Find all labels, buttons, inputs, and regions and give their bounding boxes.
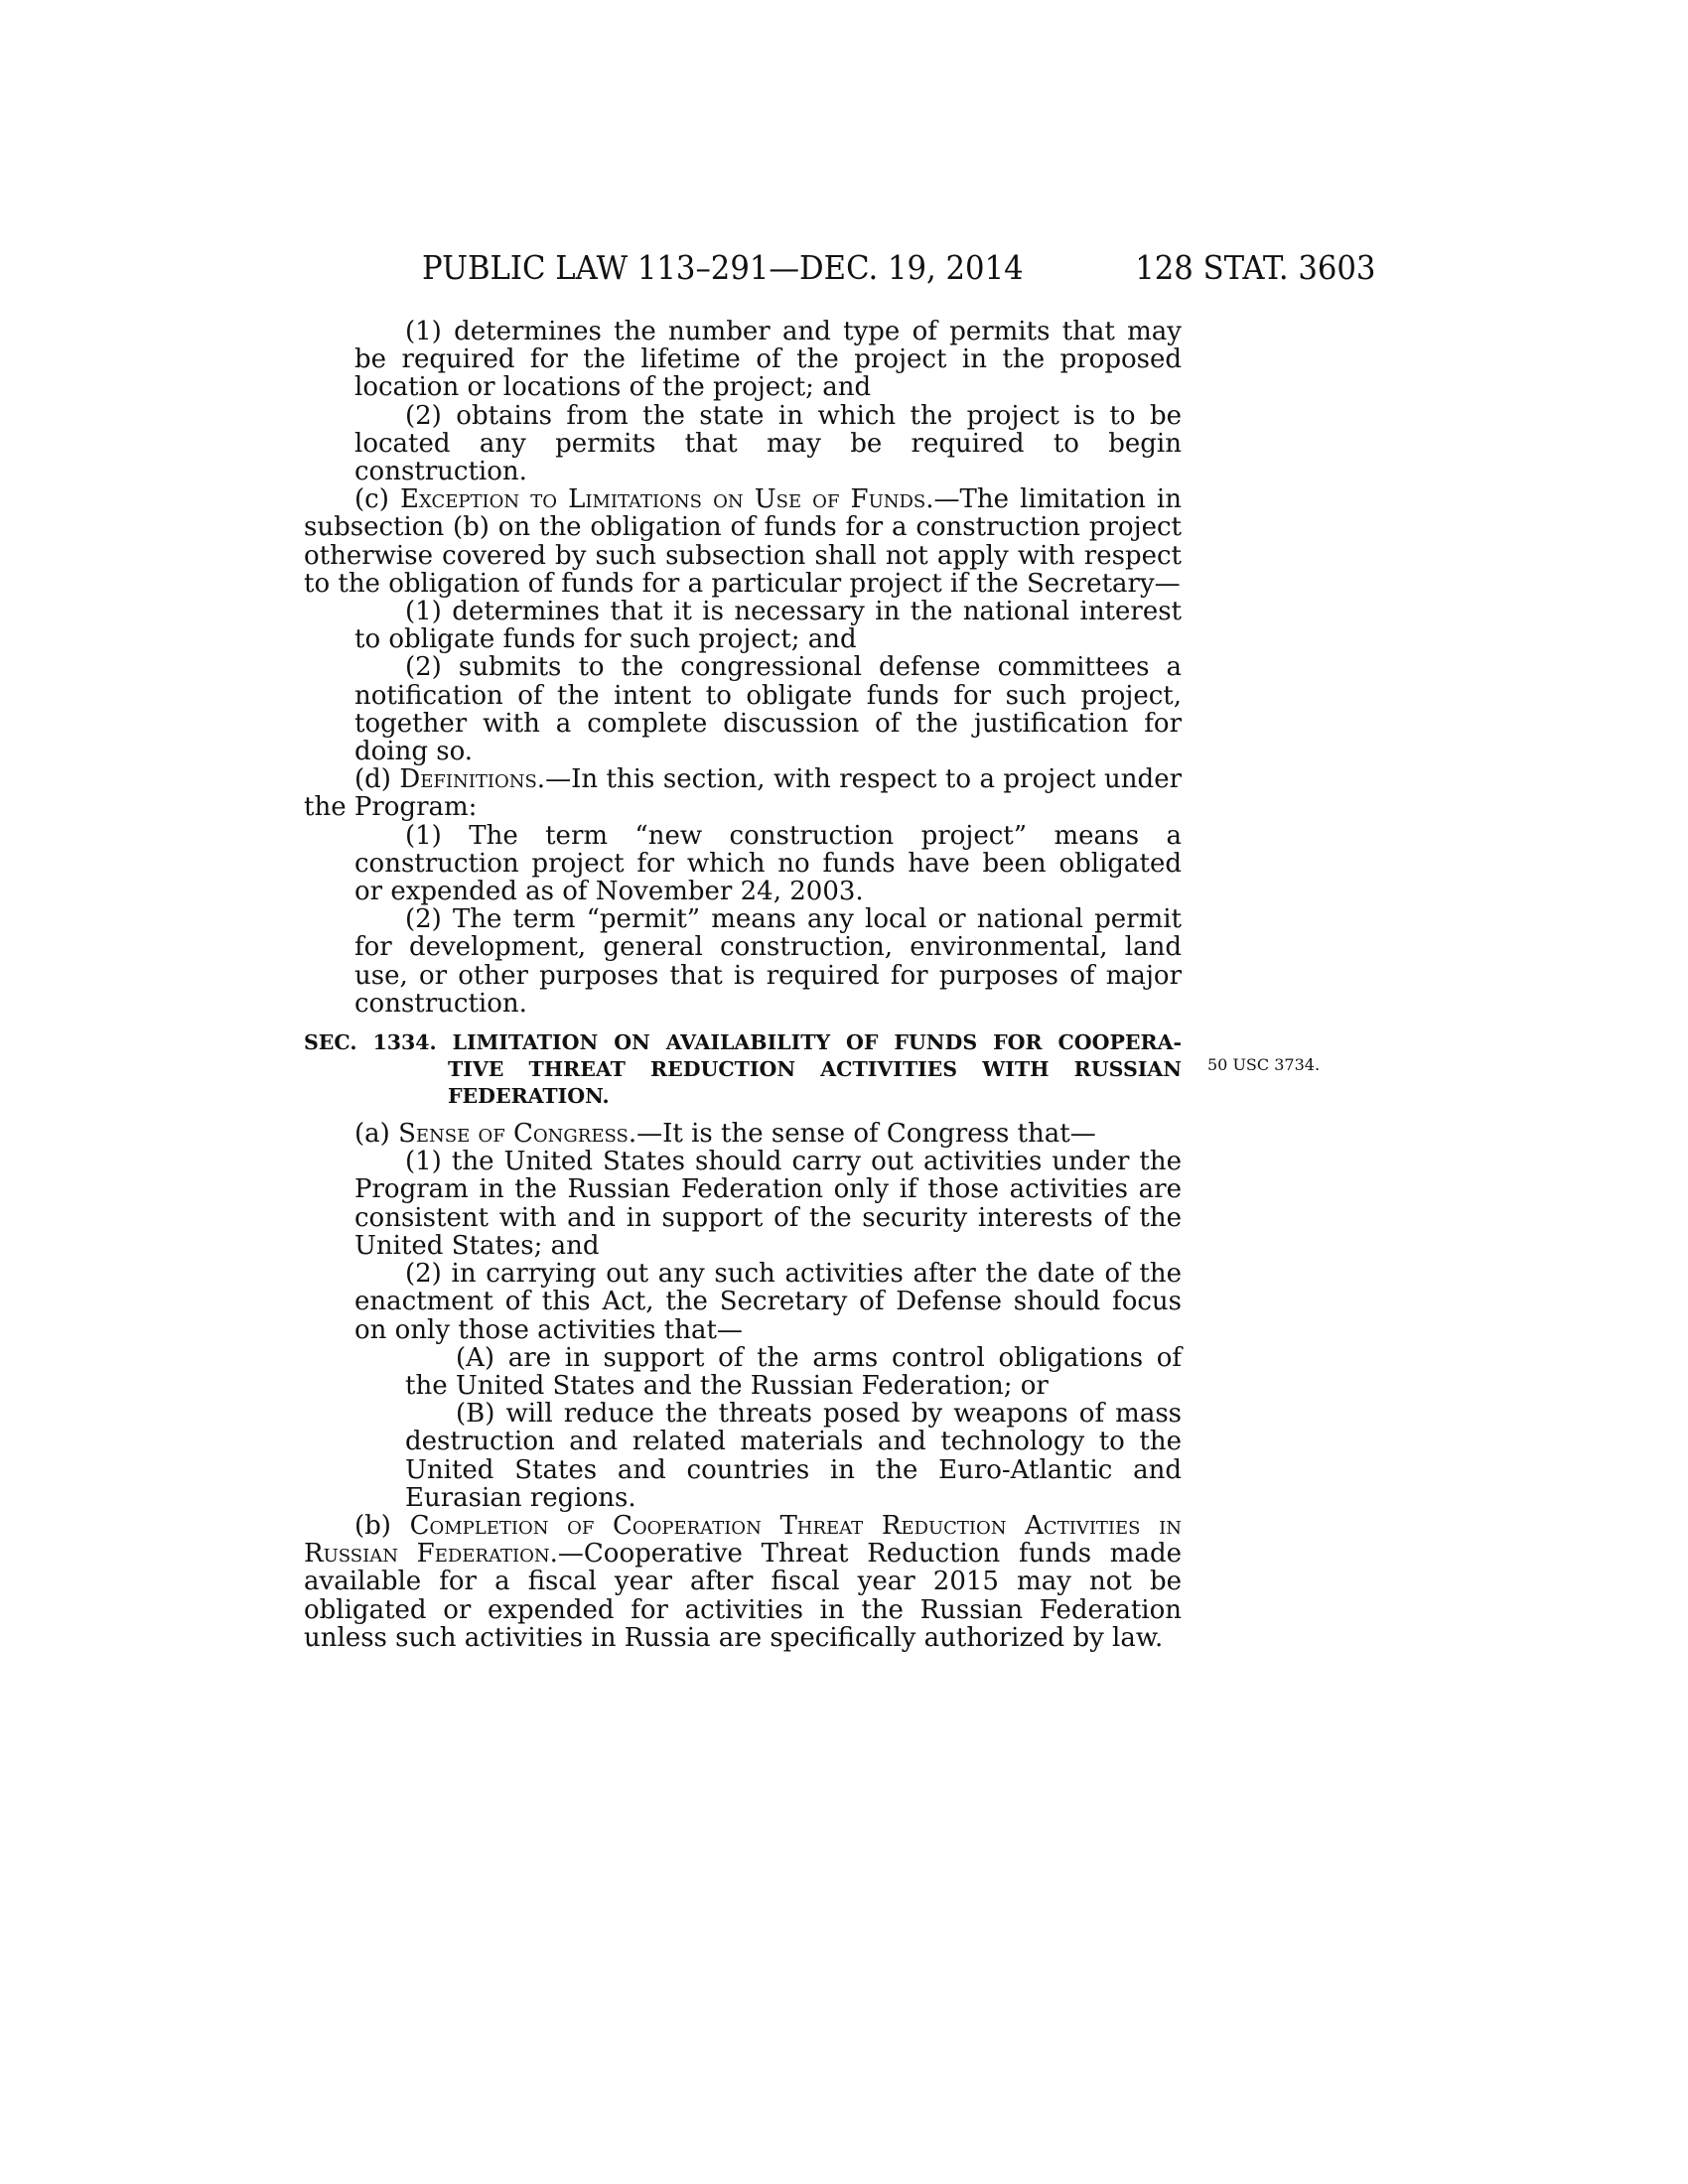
subsection-b-heading: Completion of Cooperation Threat Reduction Activities in Russian Federation. bbox=[304, 1510, 1182, 1570]
subsection-d-enum: (d) bbox=[354, 764, 391, 795]
paragraph-c2: (2) submits to the congressional defense committees a notification of the intent to obligate funds for such project, together with a complete discussion of the justification for doing so. bbox=[354, 652, 1182, 767]
section-heading bbox=[304, 1029, 1182, 1110]
subsection-d-text: —In this section, with respect to a project under the Program: bbox=[304, 764, 1183, 823]
page-body bbox=[304, 318, 1182, 1652]
page-header bbox=[303, 248, 1375, 288]
paragraph-a2: (2) in carrying out any such activities after the date of the enactment of this Act, the Secretary of Defense should focus on only those activities that— bbox=[354, 1259, 1182, 1345]
public-law-title: PUBLIC LAW 113–291—DEC. 19, 2014 bbox=[422, 248, 1024, 287]
section-heading-continuation: TIVE THREAT REDUCTION ACTIVITIES WITH RUSSIAN FEDERATION. bbox=[448, 1057, 1182, 1109]
paragraph-d1: (1) The term “new construction project” means a construction project for which no funds have been obligated or expended as of November 24, 2003. bbox=[354, 820, 1182, 907]
paragraph-d2: (2) The term “permit” means any local or national permit for development, general construction, environmental, land use, or other purposes that is required for purposes of major construction. bbox=[354, 904, 1182, 1019]
paragraph-b1: (1) determines the number and type of permits that may be required for the lifetime of the project in the proposed location or locations of the project; and bbox=[354, 317, 1182, 403]
paragraph-a1: (1) the United States should carry out activities under the Program in the Russian Federation only if those activities are consistent with and in support of the security interests of the United States; and bbox=[354, 1147, 1182, 1261]
subsection-a-heading: Sense of Congress. bbox=[398, 1119, 637, 1150]
subsection-a-enum: (a) bbox=[354, 1119, 390, 1150]
subsection-d-heading: Definitions. bbox=[399, 764, 546, 795]
subsection-a-text: —It is the sense of Congress that— bbox=[636, 1119, 1096, 1150]
subsection-d bbox=[304, 765, 1182, 821]
subsection-b-enum: (b) bbox=[354, 1510, 391, 1541]
subsection-c-heading: Exception to Limitations on Use of Funds. bbox=[399, 484, 934, 515]
paragraph-b2: (2) obtains from the state in which the project is to be located any permits that may be required to begin construction. bbox=[354, 400, 1182, 487]
subsection-b bbox=[304, 1512, 1182, 1652]
subsection-c bbox=[304, 485, 1182, 598]
subsection-b-text: —Cooperative Threat Reduction funds made available for a fiscal year after fiscal year 2015 may not be obligated or expended for activities in the Russian Federation unless such activities in Russia are specifically authorized by law. bbox=[304, 1539, 1182, 1653]
statute-page-number: 128 STAT. 3603 bbox=[1134, 248, 1375, 287]
subsection-a bbox=[304, 1120, 1182, 1148]
section-heading-line-1: SEC. 1334. LIMITATION ON AVAILABILITY OF FUNDS FOR COOPERA- bbox=[304, 1030, 1182, 1055]
usc-margin-note: 50 USC 3734. bbox=[1207, 1055, 1321, 1074]
subparagraph-a2-B: (B) will reduce the threats posed by weapons of mass destruction and related materials and technology to the United States and countries in the Euro-Atlantic and Eurasian regions. bbox=[405, 1399, 1182, 1513]
paragraph-c1: (1) determines that it is necessary in the national interest to obligate funds for such project; and bbox=[354, 597, 1182, 655]
subsection-c-enum: (c) bbox=[354, 484, 389, 515]
subsection-c-text: —The limitation in subsection (b) on the obligation of funds for a construction project otherwise covered by such subsection shall not apply with respect to the obligation of funds for a particular project if the Secretary— bbox=[304, 484, 1182, 599]
subparagraph-a2-A: (A) are in support of the arms control obligations of the United States and the Russian Federation; or bbox=[405, 1342, 1182, 1401]
